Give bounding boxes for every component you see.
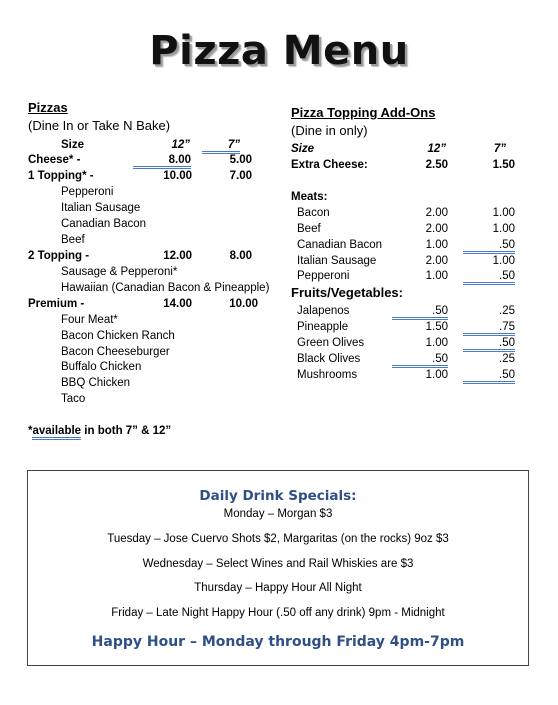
size-label: Size <box>61 139 85 151</box>
drink-specials-box <box>27 470 529 666</box>
addons-size-12-header: 12” <box>427 143 446 155</box>
fv-name: Mushrooms <box>297 369 358 381</box>
availability-note: *available in both 7” & 12” <box>28 424 171 438</box>
list-item: Hawaiian (Canadian Bacon & Pineapple) <box>61 282 270 294</box>
size-12-header: 12” <box>171 139 190 151</box>
list-item: BBQ Chicken <box>61 377 131 389</box>
premium-price-12: 14.00 <box>163 298 192 310</box>
extra-cheese-price-12: 2.50 <box>425 159 448 171</box>
list-item: Four Meat* <box>61 314 118 326</box>
fv-name: Green Olives <box>297 337 365 349</box>
premium-name: Premium - <box>28 298 85 310</box>
fv-name: Jalapenos <box>297 305 350 317</box>
one-topping-price-7: 7.00 <box>229 170 252 182</box>
list-item: Italian Sausage <box>61 202 141 214</box>
list-item: Pepperoni <box>61 186 114 198</box>
cheese-name: Cheese* - <box>28 154 81 166</box>
one-topping-name: 1 Topping* - <box>28 170 94 182</box>
addons-subheading: (Dine in only) <box>291 123 368 138</box>
fv-price-7: .25 <box>499 353 515 365</box>
addons-size-label: Size <box>291 143 315 155</box>
list-item: Sausage & Pepperoni* <box>61 266 178 278</box>
fv-price-7: .50 <box>458 336 515 350</box>
fv-name: Black Olives <box>297 353 361 365</box>
meat-price-12: 2.00 <box>425 255 448 267</box>
list-item: Beef <box>61 234 85 246</box>
meat-name: Pepperoni <box>297 270 350 282</box>
extra-cheese-price-7: 1.50 <box>492 159 515 171</box>
fruits-vegetables-label: Fruits/Vegetables: <box>291 285 403 300</box>
page-title: Pizza Menu <box>149 28 409 74</box>
two-topping-price-12: 12.00 <box>163 250 192 262</box>
drink-special-line: Tuesday – Jose Cuervo Shots $2, Margaritas (on the rocks) 9oz $3 <box>107 533 449 545</box>
drink-specials-heading: Daily Drink Specials: <box>199 488 357 504</box>
pizzas-subheading: (Dine In or Take N Bake) <box>28 118 171 133</box>
list-item: Buffalo Chicken <box>61 361 142 373</box>
fv-price-12: 1.00 <box>425 369 448 381</box>
list-item: Canadian Bacon <box>61 218 147 230</box>
meat-price-12: 1.00 <box>425 270 448 282</box>
meat-price-12: 2.00 <box>425 223 448 235</box>
premium-price-7: 10.00 <box>229 298 258 310</box>
happy-hour-banner: Happy Hour – Monday through Friday 4pm-7pm <box>91 634 465 650</box>
fv-name: Pineapple <box>297 321 349 333</box>
meat-price-7: 1.00 <box>492 255 515 267</box>
drink-special-line: Thursday – Happy Hour All Night <box>194 582 362 594</box>
drink-special-line: Monday – Morgan $3 <box>223 508 333 520</box>
fv-price-12: 1.50 <box>425 321 448 333</box>
meats-label: Meats: <box>291 191 328 203</box>
list-item: Taco <box>61 393 86 405</box>
cheese-price-12: 8.00 <box>130 153 191 167</box>
pizzas-heading: Pizzas <box>28 100 68 115</box>
fv-price-12: .50 <box>391 304 448 318</box>
meat-name: Italian Sausage <box>297 255 377 267</box>
extra-cheese-name: Extra Cheese: <box>291 159 368 171</box>
list-item: Bacon Cheeseburger <box>61 346 170 358</box>
meat-price-7: .50 <box>458 269 515 283</box>
meat-name: Bacon <box>297 207 330 219</box>
list-item: Bacon Chicken Ranch <box>61 330 175 342</box>
one-topping-price-12: 10.00 <box>163 170 192 182</box>
fv-price-12: .50 <box>391 352 448 366</box>
fv-price-12: 1.00 <box>425 337 448 349</box>
meat-name: Beef <box>297 223 321 235</box>
drink-special-line: Friday – Late Night Happy Hour (.50 off any drink) 9pm - Midnight <box>111 607 445 619</box>
meat-price-12: 2.00 <box>425 207 448 219</box>
cheese-price-7: 5.00 <box>229 154 252 166</box>
fv-price-7: .25 <box>499 305 515 317</box>
fv-price-7: .75 <box>458 320 515 334</box>
size-7-header: 7” <box>196 138 240 152</box>
addons-size-7-header: 7” <box>493 143 506 155</box>
two-topping-name: 2 Topping - <box>28 250 90 262</box>
fv-price-7: .50 <box>458 368 515 382</box>
addons-heading: Pizza Topping Add-Ons <box>291 105 436 120</box>
meat-name: Canadian Bacon <box>297 239 383 251</box>
meat-price-7: .50 <box>458 238 515 252</box>
meat-price-12: 1.00 <box>425 239 448 251</box>
drink-special-line: Wednesday – Select Wines and Rail Whiskies are $3 <box>142 558 414 570</box>
two-topping-price-7: 8.00 <box>229 250 252 262</box>
meat-price-7: 1.00 <box>492 207 515 219</box>
meat-price-7: 1.00 <box>492 223 515 235</box>
